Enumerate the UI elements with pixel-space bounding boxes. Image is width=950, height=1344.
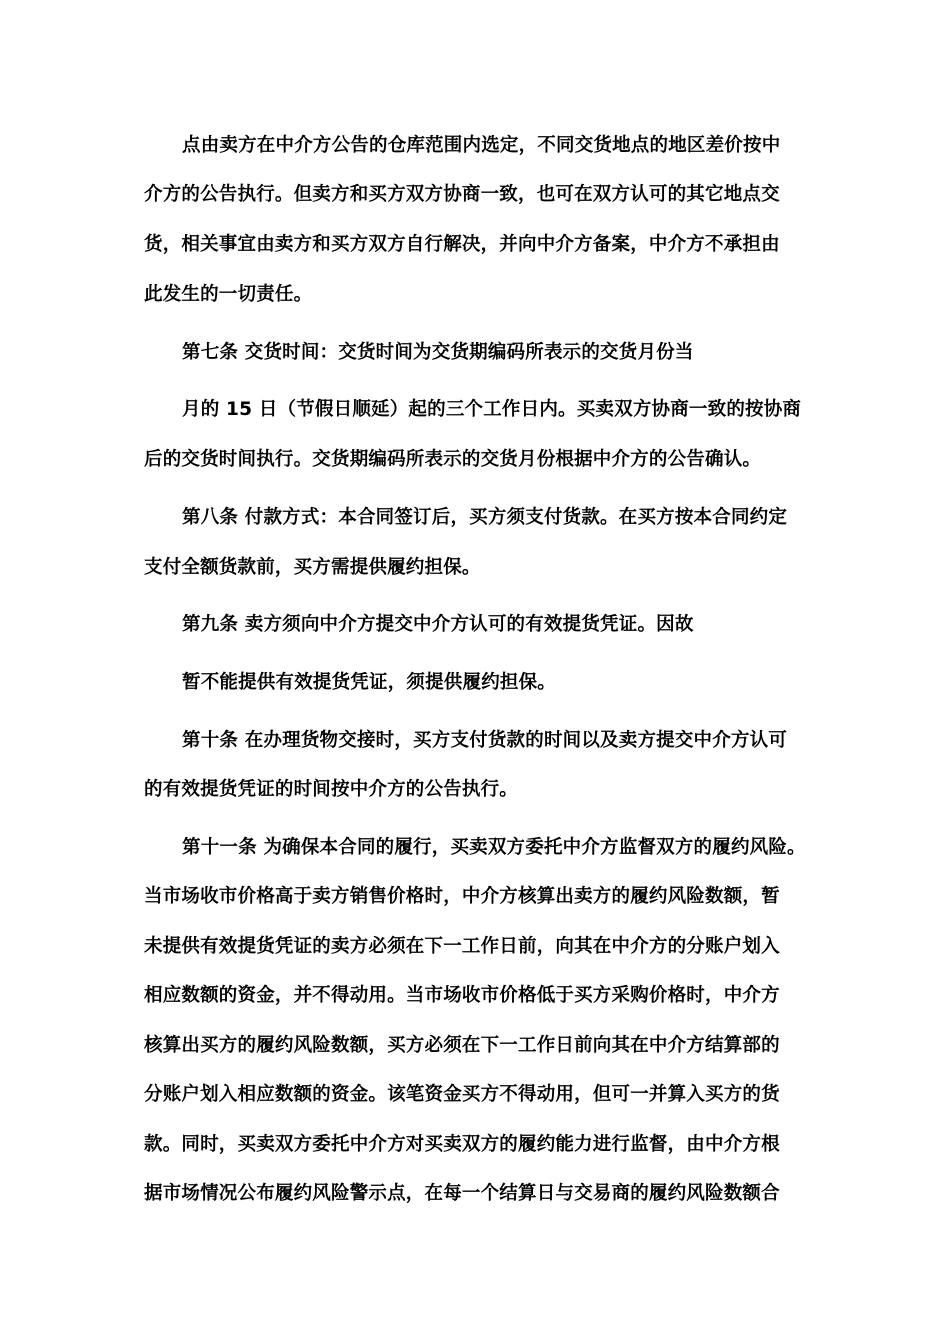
article-11-line-7: 款。同时，买卖双方委托中介方对买卖双方的履约能力进行监督，由中介方根 bbox=[144, 1134, 780, 1155]
article-11-line-3: 未提供有效提货凭证的卖方必须在下一工作日前，向其在中介方的分账户划入 bbox=[144, 936, 780, 957]
article-7-heading-line: 第七条 交货时间：交货时间为交货期编码所表示的交货月份当 bbox=[182, 342, 694, 363]
paragraph-delivery-location-line-3: 货，相关事宜由卖方和买方双方自行解决，并向中介方备案，中介方不承担由 bbox=[144, 234, 780, 255]
article-11-line-5: 核算出买方的履约风险数额，买方必须在下一工作日前向其在中介方结算部的 bbox=[144, 1035, 780, 1056]
article-7-line-3: 后的交货时间执行。交货期编码所表示的交货月份根据中介方的公告确认。 bbox=[144, 449, 762, 470]
article-10-line-1: 第十条 在办理货物交接时，买方支付货款的时间以及卖方提交中介方认可 bbox=[182, 730, 788, 751]
article-7-line-2: 月的 15 日（节假日顺延）起的三个工作日内。买卖双方协商一致的按协商 bbox=[182, 399, 802, 420]
paragraph-delivery-location-line-4: 此发生的一切责任。 bbox=[144, 284, 313, 305]
article-11-line-8: 据市场情况公布履约风险警示点，在每一个结算日与交易商的履约风险数额合 bbox=[144, 1183, 780, 1204]
article-8-line-1: 第八条 付款方式：本合同签订后，买方须支付货款。在买方按本合同约定 bbox=[182, 507, 788, 528]
paragraph-delivery-location-line-1: 点由卖方在中介方公告的仓库范围内选定，不同交货地点的地区差价按中 bbox=[182, 135, 781, 156]
article-9-line-2: 暂不能提供有效提货凭证，须提供履约担保。 bbox=[182, 672, 557, 693]
article-11-line-6: 分账户划入相应数额的资金。该笔资金买方不得动用，但可一并算入买方的货 bbox=[144, 1084, 780, 1105]
paragraph-delivery-location-line-2: 介方的公告执行。但卖方和买方双方协商一致，也可在双方认可的其它地点交 bbox=[144, 184, 780, 205]
article-8-line-2: 支付全额货款前，买方需提供履约担保。 bbox=[144, 557, 481, 578]
article-11-line-1: 第十一条 为确保本合同的履行，买卖双方委托中介方监督双方的履约风险。 bbox=[182, 837, 806, 858]
article-11-line-4: 相应数额的资金，并不得动用。当市场收市价格低于买方采购价格时，中介方 bbox=[144, 985, 780, 1006]
article-10-line-2: 的有效提货凭证的时间按中介方的公告执行。 bbox=[144, 779, 519, 800]
article-11-line-2: 当市场收市价格高于卖方销售价格时，中介方核算出卖方的履约风险数额，暂 bbox=[144, 886, 780, 907]
article-9-line-1: 第九条 卖方须向中介方提交中介方认可的有效提货凭证。因故 bbox=[182, 614, 694, 635]
